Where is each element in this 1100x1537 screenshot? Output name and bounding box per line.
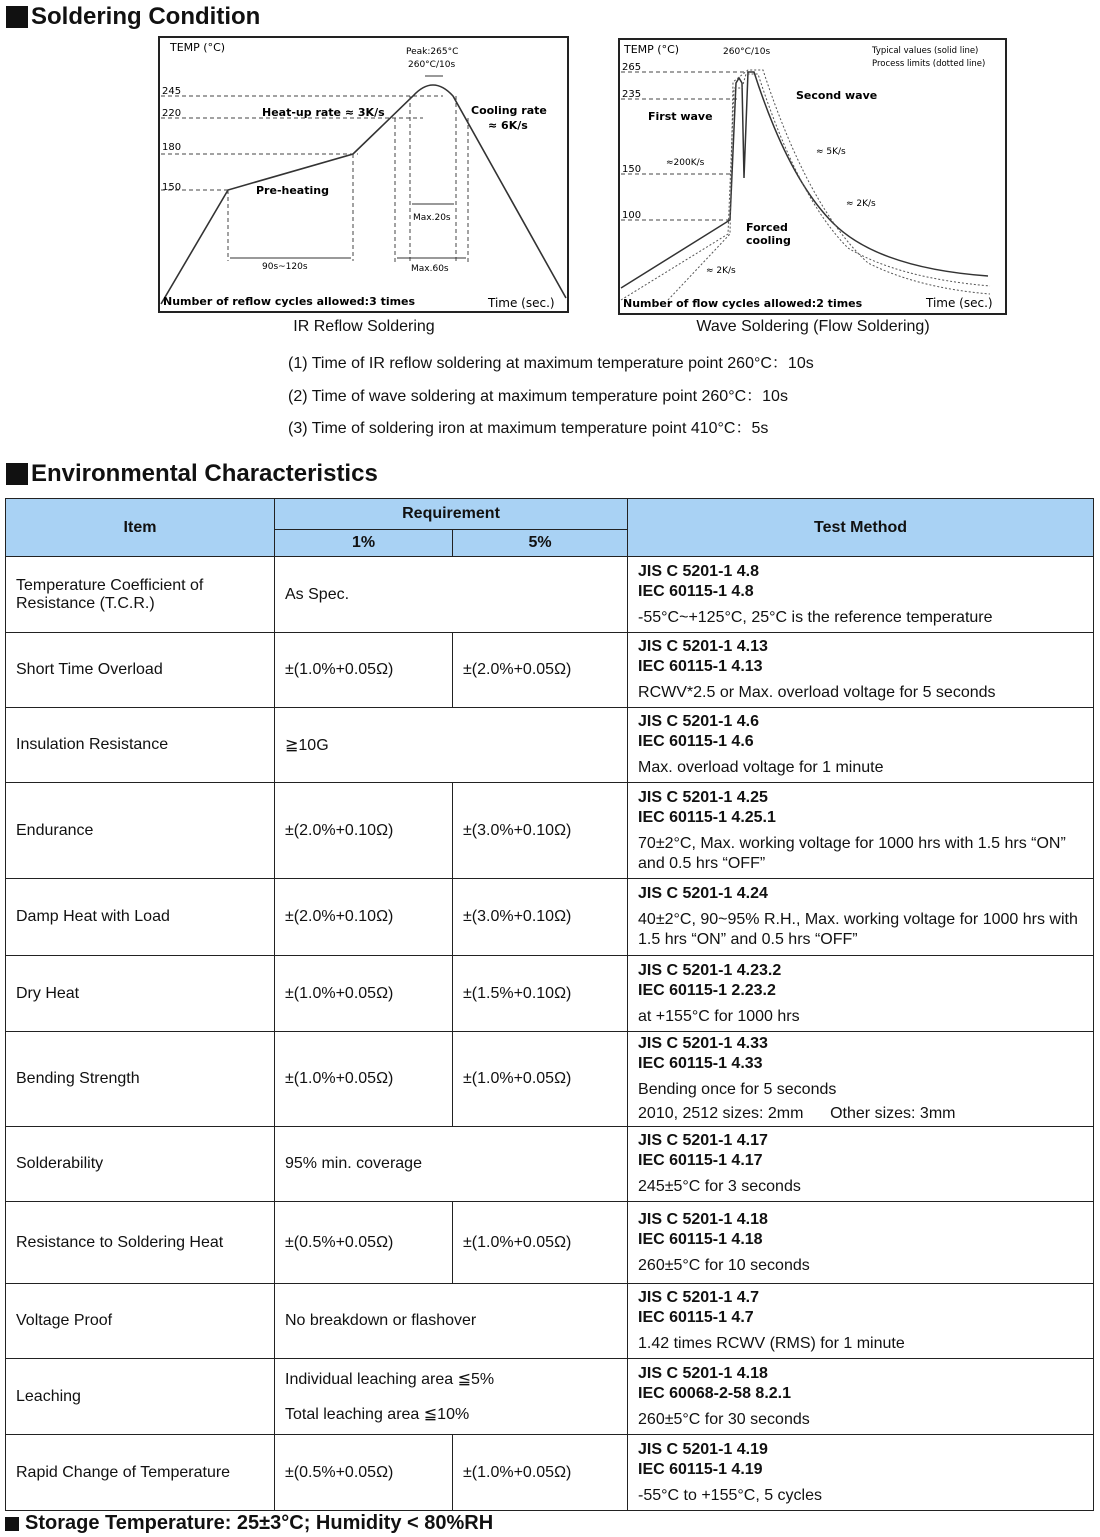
test-method-cell (628, 557, 1094, 633)
standard-ref: JIS C 5201-1 4.17 (638, 1132, 768, 1149)
item-cell: Insulation Resistance (6, 708, 275, 783)
note-1: (1) Time of IR reflow soldering at maximum temperature point 260°C：10s (288, 355, 814, 372)
method-description: 70±2°C, Max. working voltage for 1000 hrs with 1.5 hrs “ON” and 0.5 hrs “OFF” (638, 834, 1066, 872)
wave-legend2: Process limits (dotted line) (872, 59, 986, 69)
wave-soldering-chart (618, 38, 1008, 321)
ir-cooling1: Cooling rate (471, 104, 547, 117)
wave-tick-150: 150 (622, 164, 642, 175)
wave-tick-100: 100 (622, 210, 642, 221)
test-method-cell (628, 783, 1094, 879)
ir-peak-time: 260°C/10s (408, 60, 456, 70)
wave-forced2: cooling (746, 234, 791, 247)
bullet-square-icon (5, 1517, 19, 1531)
standard-ref: JIS C 5201-1 4.23.2 (638, 961, 782, 979)
method-description: 40±2°C, 90~95% R.H., Max. working voltage for 1000 hrs with 1.5 hrs “ON” and 0.5 hrs “OFF” (638, 911, 1078, 948)
table-row (6, 1435, 1094, 1511)
method-description: RCWV*2.5 or Max. overload voltage for 5 seconds (638, 684, 996, 701)
ir-caption: IR Reflow Soldering (293, 318, 435, 335)
ir-peak: Peak:265°C (406, 47, 459, 57)
ir-tick-150: 150 (162, 182, 182, 193)
table-row (6, 956, 1094, 1032)
wave-k2b: ≈ 2K/s (706, 266, 736, 276)
standard-ref: IEC 60115-1 4.6 (638, 733, 754, 750)
test-method-cell (628, 1202, 1094, 1284)
requirement-5pct-cell: ±(2.0%+0.05Ω) (453, 633, 628, 708)
item-cell: Short Time Overload (6, 633, 275, 708)
requirement-5pct-cell: ±(1.0%+0.05Ω) (453, 1202, 628, 1284)
requirement-cell: ≧10G (275, 708, 628, 783)
test-method-cell (628, 1435, 1094, 1511)
ir-heatup: Heat-up rate ≈ 3K/s (262, 106, 385, 119)
environmental-heading (6, 460, 378, 488)
requirement-5pct-cell: ±(3.0%+0.10Ω) (453, 879, 628, 956)
note-3: (3) Time of soldering iron at maximum temperature point 410°C：5s (288, 420, 769, 437)
requirement-1pct-cell: ±(1.0%+0.05Ω) (275, 1032, 453, 1127)
test-method-cell (628, 708, 1094, 783)
standard-ref: JIS C 5201-1 4.33 (638, 1035, 768, 1052)
ir-cycles: Number of reflow cycles allowed:3 times (163, 295, 416, 308)
wave-k2a: ≈ 2K/s (846, 199, 876, 209)
requirement-cell (275, 1359, 628, 1435)
environmental-table (5, 498, 1094, 1511)
wave-k200: ≈200K/s (666, 158, 705, 168)
standard-ref: JIS C 5201-1 4.6 (638, 713, 759, 730)
method-description: 260±5°C for 30 seconds (638, 1410, 810, 1428)
table-row (6, 1284, 1094, 1359)
method-description: -55°C to +155°C, 5 cycles (638, 1486, 823, 1504)
test-method-cell (628, 956, 1094, 1032)
item-cell: Leaching (6, 1359, 275, 1435)
standard-ref: IEC 60115-1 4.18 (638, 1230, 763, 1248)
standard-ref: IEC 60115-1 4.25.1 (638, 808, 776, 826)
table-row (6, 1032, 1094, 1127)
wave-forced1: Forced (746, 221, 788, 234)
environmental-heading-text: Environmental Characteristics (31, 460, 378, 487)
item-cell: Endurance (6, 783, 275, 879)
standard-ref: JIS C 5201-1 4.25 (638, 788, 768, 806)
item-cell: Temperature Coefficient of Resistance (T.C.R.) (6, 557, 275, 633)
heading-square-icon (6, 463, 28, 485)
ir-max20: Max.20s (413, 213, 451, 223)
standard-ref: IEC 60115-1 4.17 (638, 1152, 763, 1169)
requirement-5pct-cell: ±(1.5%+0.10Ω) (453, 956, 628, 1032)
header-1pct: 1% (275, 530, 453, 557)
ir-tick-245: 245 (162, 86, 182, 97)
standard-ref: IEC 60068-2-58 8.2.1 (638, 1384, 792, 1402)
wave-k5: ≈ 5K/s (816, 147, 846, 157)
header-method: Test Method (628, 499, 1094, 557)
standard-ref: JIS C 5201-1 4.24 (638, 885, 768, 902)
requirement-line: Individual leaching area ≦5% (285, 1370, 495, 1388)
item-cell: Damp Heat with Load (6, 879, 275, 956)
wave-temp-label: TEMP (°C) (624, 43, 680, 56)
table-row (6, 1127, 1094, 1202)
requirement-cell: No breakdown or flashover (275, 1284, 628, 1359)
header-item: Item (6, 499, 275, 557)
method-description: 260±5°C for 10 seconds (638, 1256, 810, 1274)
ir-t90: 90s~120s (262, 262, 308, 272)
soldering-heading (6, 3, 260, 31)
method-description: Bending once for 5 seconds (638, 1081, 837, 1098)
requirement-line: Total leaching area ≦10% (285, 1405, 470, 1423)
ir-max60: Max.60s (411, 264, 449, 274)
standard-ref: IEC 60115-1 4.8 (638, 582, 754, 600)
requirement-cell: 95% min. coverage (275, 1127, 628, 1202)
method-description: 2010, 2512 sizes: 2mm Other sizes: 3mm (638, 1105, 956, 1122)
test-method-cell (628, 1032, 1094, 1127)
table-row (6, 879, 1094, 956)
standard-ref: JIS C 5201-1 4.19 (638, 1440, 768, 1458)
wave-caption: Wave Soldering (Flow Soldering) (696, 318, 930, 335)
ir-time-label: Time (sec.) (488, 296, 555, 310)
requirement-1pct-cell: ±(0.5%+0.05Ω) (275, 1435, 453, 1511)
table-row (6, 708, 1094, 783)
standard-ref: IEC 60115-1 4.33 (638, 1055, 763, 1072)
wave-cycles: Number of flow cycles allowed:2 times (623, 297, 863, 310)
ir-temp-label: TEMP (°C) (170, 41, 226, 54)
item-cell: Solderability (6, 1127, 275, 1202)
method-description: 245±5°C for 3 seconds (638, 1178, 801, 1195)
wave-second-wave: Second wave (796, 89, 878, 102)
header-5pct: 5% (453, 530, 628, 557)
requirement-1pct-cell: ±(1.0%+0.05Ω) (275, 633, 453, 708)
soldering-heading-text: Soldering Condition (31, 3, 261, 30)
standard-ref: JIS C 5201-1 4.18 (638, 1210, 768, 1228)
requirement-1pct-cell: ±(2.0%+0.10Ω) (275, 783, 453, 879)
item-cell: Resistance to Soldering Heat (6, 1202, 275, 1284)
table-row (6, 557, 1094, 633)
standard-ref: IEC 60115-1 4.7 (638, 1309, 754, 1326)
table-row (6, 783, 1094, 879)
test-method-cell (628, 1359, 1094, 1435)
ir-preheat: Pre-heating (256, 184, 329, 197)
table-row (6, 633, 1094, 708)
wave-peak-time: 260°C/10s (723, 47, 771, 57)
standard-ref: IEC 60115-1 4.19 (638, 1460, 763, 1478)
standard-ref: JIS C 5201-1 4.7 (638, 1289, 759, 1306)
storage-text: Storage Temperature: 25±3°C; Humidity < 80%RH (25, 1512, 494, 1534)
method-description: -55°C~+125°C, 25°C is the reference temperature (638, 608, 993, 626)
method-description: Max. overload voltage for 1 minute (638, 759, 884, 776)
standard-ref: IEC 60115-1 4.13 (638, 658, 763, 675)
test-method-cell (628, 1284, 1094, 1359)
method-description: at +155°C for 1000 hrs (638, 1007, 800, 1025)
wave-tick-265: 265 (622, 62, 642, 73)
wave-legend1: Typical values (solid line) (872, 46, 979, 56)
requirement-5pct-cell: ±(1.0%+0.05Ω) (453, 1032, 628, 1127)
test-method-cell (628, 1127, 1094, 1202)
method-description: 1.42 times RCWV (RMS) for 1 minute (638, 1335, 905, 1352)
table-row (6, 1202, 1094, 1284)
ir-tick-220: 220 (162, 108, 182, 119)
wave-time-label: Time (sec.) (926, 296, 993, 310)
item-cell: Bending Strength (6, 1032, 275, 1127)
storage-note (5, 1512, 493, 1535)
standard-ref: JIS C 5201-1 4.8 (638, 562, 759, 580)
heading-square-icon (6, 6, 28, 28)
ir-tick-180: 180 (162, 142, 182, 153)
wave-first-wave: First wave (648, 110, 713, 123)
table-row (6, 1359, 1094, 1435)
soldering-notes (288, 348, 814, 446)
standard-ref: JIS C 5201-1 4.18 (638, 1364, 768, 1382)
item-cell: Rapid Change of Temperature (6, 1435, 275, 1511)
test-method-cell (628, 633, 1094, 708)
note-2: (2) Time of wave soldering at maximum temperature point 260°C：10s (288, 387, 788, 405)
requirement-5pct-cell: ±(1.0%+0.05Ω) (453, 1435, 628, 1511)
requirement-1pct-cell: ±(2.0%+0.10Ω) (275, 879, 453, 956)
ir-reflow-chart (158, 36, 570, 319)
item-cell: Voltage Proof (6, 1284, 275, 1359)
wave-tick-235: 235 (622, 89, 642, 100)
ir-cooling2: ≈ 6K/s (488, 119, 528, 132)
requirement-cell: As Spec. (275, 557, 628, 633)
requirement-5pct-cell: ±(3.0%+0.10Ω) (453, 783, 628, 879)
standard-ref: JIS C 5201-1 4.13 (638, 638, 768, 655)
item-cell: Dry Heat (6, 956, 275, 1032)
test-method-cell (628, 879, 1094, 956)
standard-ref: IEC 60115-1 2.23.2 (638, 981, 776, 999)
requirement-1pct-cell: ±(1.0%+0.05Ω) (275, 956, 453, 1032)
header-requirement: Requirement (275, 499, 628, 530)
requirement-1pct-cell: ±(0.5%+0.05Ω) (275, 1202, 453, 1284)
